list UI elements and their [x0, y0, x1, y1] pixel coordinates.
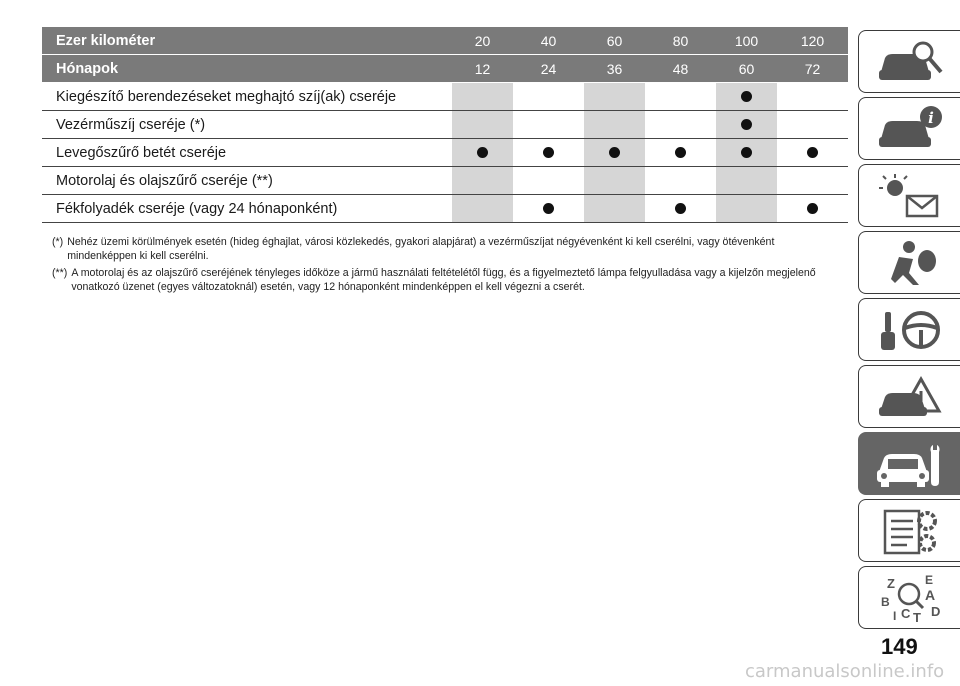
- service-dot-icon: [741, 91, 752, 102]
- tab-steering-wheel[interactable]: [858, 298, 960, 361]
- interval-cell: [584, 139, 645, 166]
- interval-cell: [650, 111, 711, 138]
- index-letter: E: [924, 572, 933, 587]
- row-label: Vezérműszíj cseréje (*): [56, 116, 206, 133]
- car-maintenance-icon: [873, 438, 947, 490]
- interval-cell: [782, 195, 843, 222]
- header-km-label: Ezer kilométer: [56, 32, 156, 49]
- index-letter: I: [892, 608, 896, 623]
- tab-warning-lights[interactable]: [858, 164, 960, 227]
- table-row: [42, 83, 848, 111]
- table-row: [42, 195, 848, 223]
- car-info-icon: [873, 103, 947, 155]
- interval-cell: [452, 111, 513, 138]
- interval-cell: [716, 195, 777, 222]
- service-dot-icon: [543, 203, 554, 214]
- month-cell: 12: [474, 60, 491, 77]
- interval-cell: [452, 195, 513, 222]
- interval-cell: [518, 83, 579, 110]
- interval-cell: [716, 139, 777, 166]
- interval-cell: [452, 167, 513, 194]
- tab-index[interactable]: [858, 566, 960, 629]
- km-cell: 40: [540, 32, 557, 49]
- km-cell: 100: [734, 32, 759, 49]
- interval-cell: [518, 111, 579, 138]
- chapter-tabs: [858, 30, 960, 633]
- airbag-seat-icon: [873, 237, 947, 289]
- interval-cell: [452, 83, 513, 110]
- page-number: 149: [881, 634, 918, 659]
- interval-cell: [584, 167, 645, 194]
- row-label: Motorolaj és olajszűrő cseréje (**): [56, 172, 273, 189]
- service-dot-icon: [741, 119, 752, 130]
- month-cell: 72: [804, 60, 821, 77]
- interval-cell: [650, 167, 711, 194]
- row-label: Levegőszűrő betét cseréje: [56, 144, 227, 161]
- table-row: [42, 139, 848, 167]
- tab-emergency[interactable]: [858, 365, 960, 428]
- svg-text:i: i: [927, 108, 934, 127]
- index-letter: A: [924, 586, 935, 603]
- interval-cell: [782, 111, 843, 138]
- interval-cell: [716, 167, 777, 194]
- row-label: Fékfolyadék cseréje (vagy 24 hónaponként): [56, 200, 338, 217]
- index-letters-icon: [873, 572, 947, 624]
- tab-car-info[interactable]: [858, 97, 960, 160]
- interval-cell: [782, 167, 843, 194]
- month-cell: 24: [540, 60, 557, 77]
- maintenance-table: [42, 27, 848, 223]
- interval-cell: [716, 83, 777, 110]
- service-dot-icon: [807, 147, 818, 158]
- interval-cell: [584, 83, 645, 110]
- steering-wheel-icon: [873, 304, 947, 356]
- interval-cell: [650, 83, 711, 110]
- table-row: [42, 167, 848, 195]
- km-cell: 60: [606, 32, 623, 49]
- interval-cell: [518, 139, 579, 166]
- interval-cell: [650, 195, 711, 222]
- month-cell: 60: [738, 60, 755, 77]
- header-row-months: [42, 55, 848, 83]
- tab-maintenance[interactable]: [858, 432, 960, 495]
- tab-airbag-seat[interactable]: [858, 231, 960, 294]
- service-dot-icon: [675, 147, 686, 158]
- header-month-label: Hónapok: [56, 60, 119, 77]
- footnote-mark: (**): [52, 267, 68, 279]
- warning-lights-icon: [873, 170, 947, 222]
- service-dot-icon: [741, 147, 752, 158]
- tab-specifications[interactable]: [858, 499, 960, 562]
- interval-cell: [782, 83, 843, 110]
- km-cell: 20: [474, 32, 491, 49]
- footnote: [52, 267, 842, 294]
- service-dot-icon: [543, 147, 554, 158]
- footnote: [52, 236, 842, 263]
- index-letter: T: [912, 609, 921, 624]
- row-label: Kiegészítő berendezéseket meghajtó szíj(ak) cseréje: [56, 88, 397, 105]
- tab-car-search[interactable]: [858, 30, 960, 93]
- header-row-km: [42, 27, 848, 55]
- interval-cell: [518, 195, 579, 222]
- km-cell: 120: [800, 32, 825, 49]
- service-dot-icon: [675, 203, 686, 214]
- index-letter: D: [930, 603, 940, 619]
- service-dot-icon: [807, 203, 818, 214]
- interval-cell: [716, 111, 777, 138]
- index-letter: C: [900, 605, 910, 621]
- month-cell: 36: [606, 60, 623, 77]
- interval-cell: [518, 167, 579, 194]
- interval-cell: [584, 111, 645, 138]
- service-dot-icon: [477, 147, 488, 158]
- index-letter: B: [880, 594, 890, 609]
- interval-cell: [650, 139, 711, 166]
- interval-cell: [452, 139, 513, 166]
- index-letter: Z: [886, 575, 895, 591]
- footnote-text: Nehéz üzemi körülmények esetén (hideg éghajlat, városi közlekedés, gyakori alapjárat) a vezérműszíjat négyévenként ki kell cserélni, vagy ötévenként mindenképpen ki kell cserélni.: [67, 236, 775, 262]
- service-dot-icon: [609, 147, 620, 158]
- footnotes: [52, 236, 842, 298]
- km-cell: 80: [672, 32, 689, 49]
- watermark: carmanualsonline.info: [745, 661, 945, 682]
- car-search-icon: [873, 36, 947, 88]
- table-row: [42, 111, 848, 139]
- emergency-car-icon: [873, 371, 947, 423]
- footnote-mark: (*): [52, 236, 64, 248]
- interval-cell: [782, 139, 843, 166]
- specifications-icon: [873, 505, 947, 557]
- interval-cell: [584, 195, 645, 222]
- footnote-text: A motorolaj és az olajszűrő cseréjének tényleges időköze a jármű használati feltételétől függ, és a figyelmeztető lámpa felgyulladása vagy a kijelzőn megjelenő vonatkozó üzenet (egyes változatoknál) esetén, vagy 12 hónaponként mindenképpen el kell végezni a cserét.: [71, 267, 816, 293]
- month-cell: 48: [672, 60, 689, 77]
